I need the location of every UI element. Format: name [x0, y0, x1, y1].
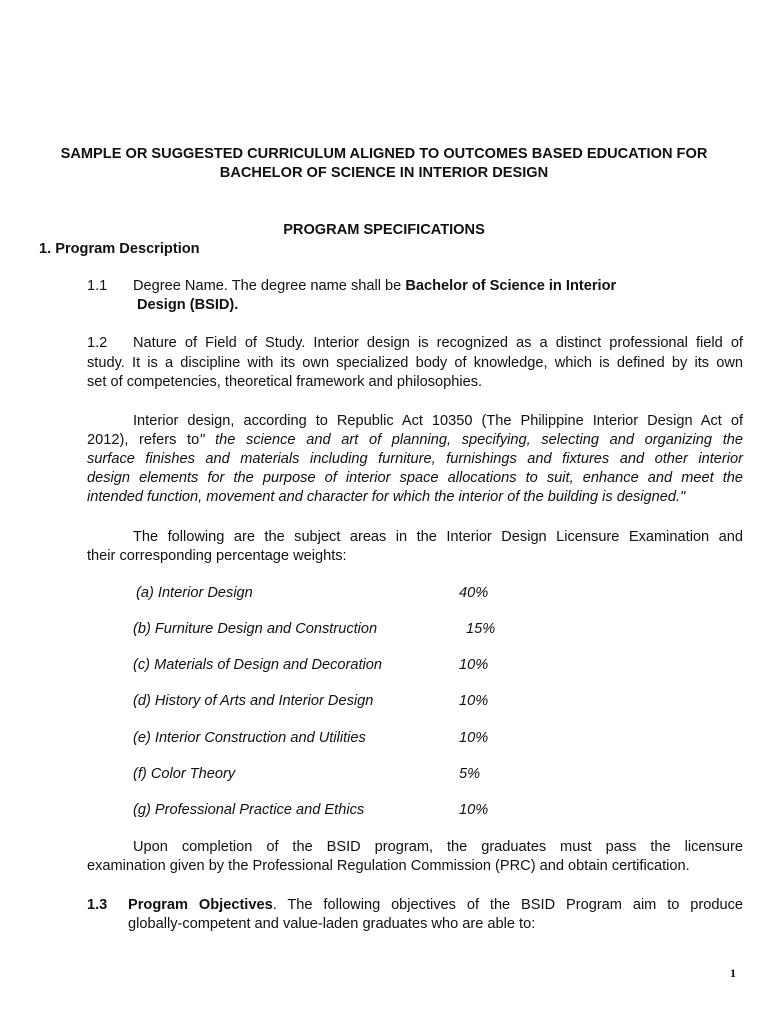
nature-line-1: Nature of Field of Study. Interior design is recognized as a distinct professional field of [133, 335, 743, 351]
objectives-bold-lead: Program Objectives [128, 897, 273, 913]
nature-number: 1.2 [87, 335, 108, 351]
document-title-line-2: BACHELOR OF SCIENCE IN INTERIOR DESIGN [219, 165, 549, 181]
definition-line-4: design elements for the purpose of interior space allocations to suit, enhance and meet the [87, 470, 743, 486]
definition-line-5: intended function, movement and character for which the interior of the building is designed." [87, 489, 686, 505]
objectives-line-1-rest: . The following objectives of the BSID Program aim to produce [272, 897, 743, 913]
subject-weight: 40% [459, 585, 489, 601]
definition-line-2 [87, 432, 743, 448]
subject-label: (e) Interior Construction and Utilities [133, 730, 366, 746]
subject-label: (b) Furniture Design and Construction [133, 621, 378, 637]
subject-weight: 10% [459, 730, 489, 746]
objectives-line-2: globally-competent and value-laden graduates who are able to: [128, 916, 536, 932]
subject-weight: 10% [459, 802, 489, 818]
completion-line-2: examination given by the Professional Regulation Commission (PRC) and obtain certification. [87, 858, 690, 874]
subject-weight: 10% [459, 693, 489, 709]
definition-line-2-italic: " the science and art of planning, specifying, selecting and organizing the [199, 432, 743, 448]
completion-line-1: Upon completion of the BSID program, the graduates must pass the licensure [133, 839, 743, 855]
degree-name-number: 1.1 [87, 278, 108, 294]
subject-label: (g) Professional Practice and Ethics [133, 802, 365, 818]
objectives-number: 1.3 [87, 897, 108, 913]
subject-weight: 10% [459, 657, 489, 673]
subject-label: (a) Interior Design [136, 585, 253, 601]
subject-label: (c) Materials of Design and Decoration [133, 657, 383, 673]
degree-name-bold-1: Bachelor of Science in Interior [405, 278, 617, 294]
page-number: 1 [730, 966, 736, 980]
subject-label: (f) Color Theory [133, 766, 236, 782]
degree-name-bold-2: Design (BSID). [137, 297, 239, 313]
definition-line-2-plain: 2012), refers to [87, 432, 200, 448]
document-title-line-1: SAMPLE OR SUGGESTED CURRICULUM ALIGNED TO OUTCOMES BASED EDUCATION FOR [60, 146, 708, 162]
nature-line-2: study. It is a discipline with its own specialized body of knowledge, which is defined by its own [87, 355, 743, 371]
degree-name-lead: Degree Name. The degree name shall be [133, 278, 406, 294]
program-description-heading: 1. Program Description [39, 241, 200, 257]
objectives-line-1 [128, 897, 743, 913]
subjects-intro-line-2: their corresponding percentage weights: [87, 548, 347, 564]
subjects-intro-line-1: The following are the subject areas in the Interior Design Licensure Examination and [133, 529, 743, 545]
degree-name-text [133, 278, 616, 294]
subject-weight: 15% [466, 621, 496, 637]
definition-line-1: Interior design, according to Republic Act 10350 (The Philippine Interior Design Act of [133, 413, 743, 429]
subject-weight: 5% [459, 766, 481, 782]
section-heading: PROGRAM SPECIFICATIONS [283, 222, 485, 238]
definition-line-3: surface finishes and materials including furniture, furnishings and fixtures and other interior [87, 451, 743, 467]
nature-line-3: set of competencies, theoretical framework and philosophies. [87, 374, 483, 390]
subject-label: (d) History of Arts and Interior Design [133, 693, 374, 709]
